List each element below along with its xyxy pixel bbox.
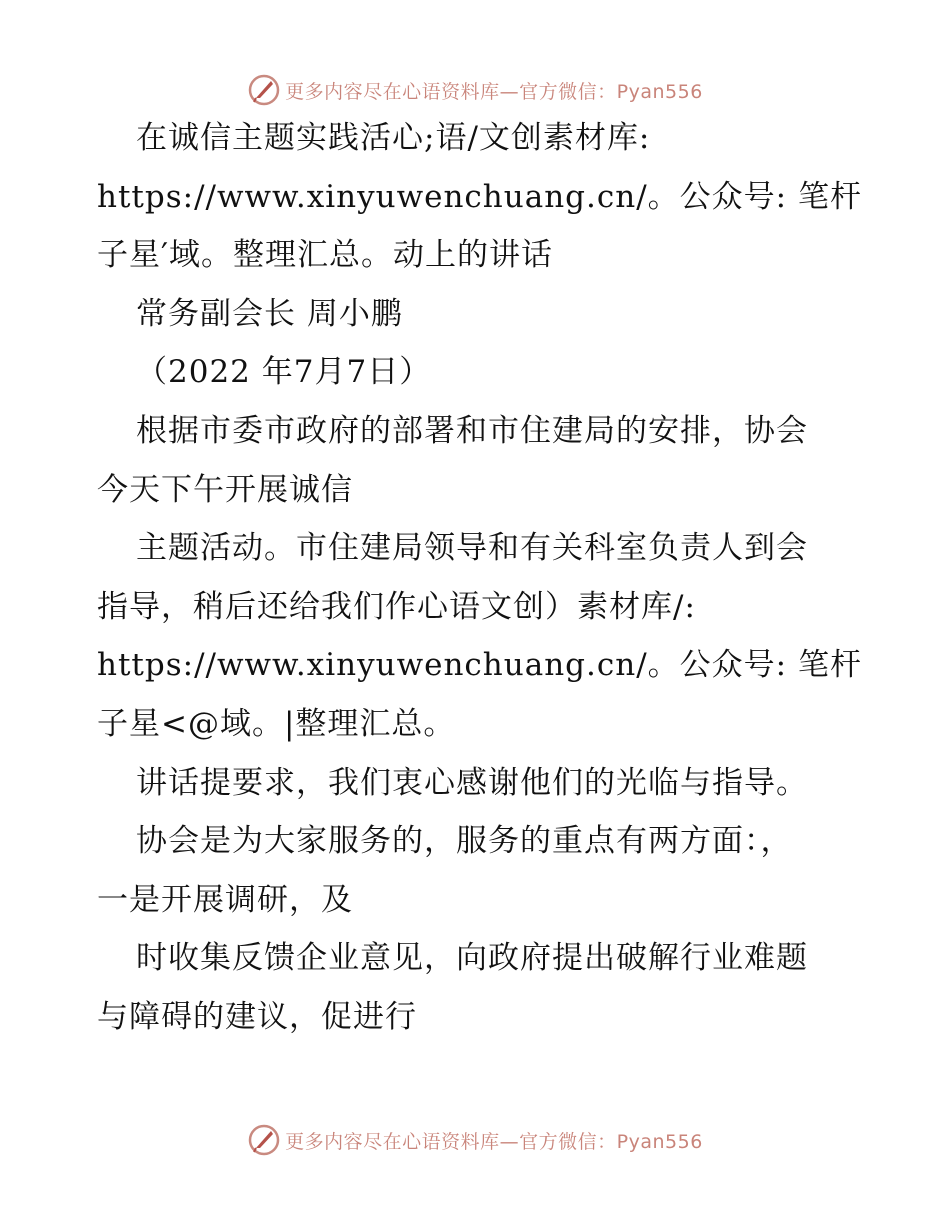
feather-pen-logo-icon — [247, 1123, 281, 1157]
footer-watermark — [0, 1120, 950, 1160]
text-line: 在诚信主题实践活心;语/文创素材库: — [136, 120, 651, 156]
text-line: 协会是为大家服务的，服务的重点有两方面：， — [136, 823, 793, 860]
text-line: 根据市委市政府的部署和市住建局的安排，协会 — [136, 413, 808, 449]
text-line: 今天下午开展诚信 — [97, 471, 353, 508]
text-line: 常务副会长 周小鹏 — [136, 295, 403, 332]
watermark-text: 更多内容尽在心语资料库—官方微信：Pyan556 — [285, 80, 703, 103]
header-watermark — [0, 70, 950, 110]
text-line: https://www.xinyuwenchuang.cn/。公众号: 笔杆 — [97, 647, 862, 684]
feather-pen-logo-icon — [247, 73, 281, 107]
text-line: 讲话提要求，我们衷心感谢他们的光临与指导。 — [136, 764, 808, 801]
text-line: https://www.xinyuwenchuang.cn/。公众号: 笔杆 — [97, 178, 862, 215]
text-line: 与障碍的建议，促进行 — [97, 999, 417, 1035]
watermark-text: 更多内容尽在心语资料库—官方微信：Pyan556 — [285, 1130, 703, 1153]
text-line: 时收集反馈企业意见，向政府提出破解行业难题 — [136, 940, 808, 977]
text-line: 主题活动。市住建局领导和有关科室负责人到会 — [136, 530, 808, 567]
text-line: （2022 年7月7日） — [136, 354, 432, 391]
text-line: 指导，稍后还给我们作心语文创）素材库/: — [97, 588, 696, 625]
text-line: 子星′域。整理汇总。动上的讲话 — [97, 237, 554, 274]
text-line: 子星<@域。|整理汇总。 — [97, 706, 456, 742]
text-line: 一是开展调研，及 — [97, 881, 353, 918]
